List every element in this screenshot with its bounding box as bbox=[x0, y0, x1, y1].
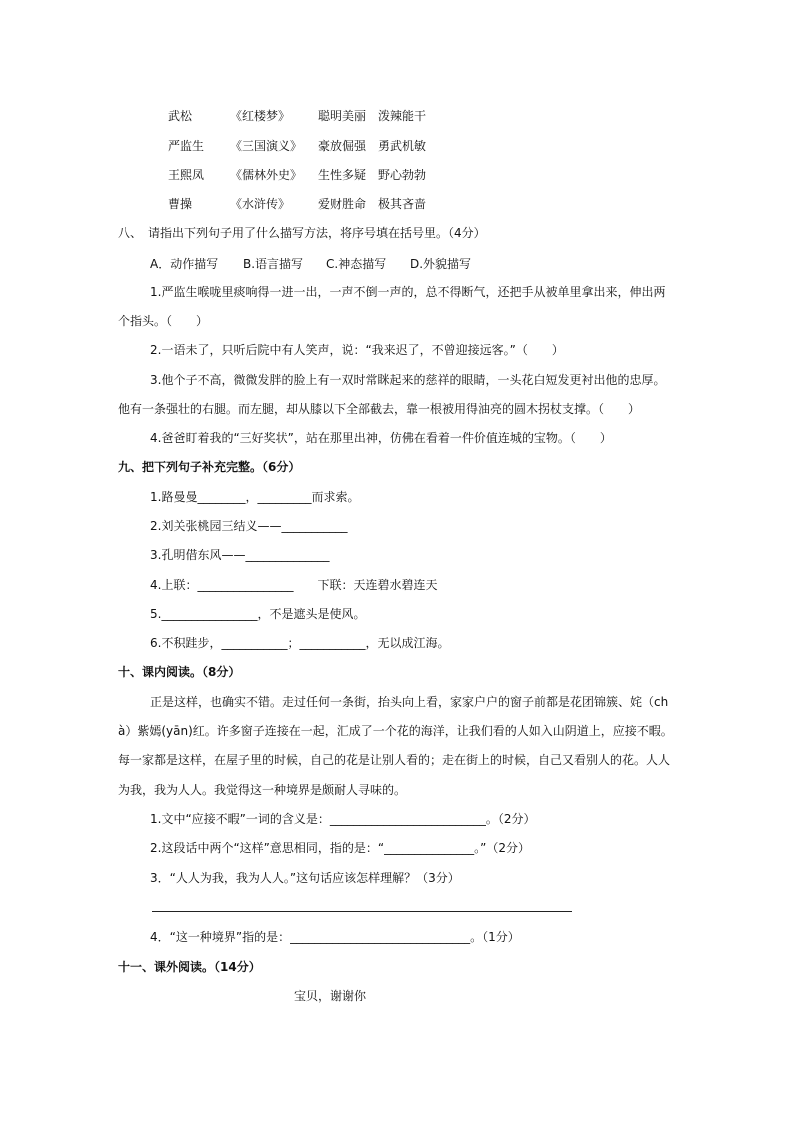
q10-question: 3．“人人为我，我为人人。”这句话应该怎样理解？（3分） bbox=[150, 871, 460, 885]
match-book: 《水浒传》 bbox=[230, 197, 291, 211]
match-trait: 爱财胜命 极其吝啬 bbox=[318, 197, 427, 211]
q8-item: 他有一条强壮的右腿。而左腿，却从膝以下全部截去，靠一根被用得油亮的圆木拐杖支撑。（ ） bbox=[118, 402, 641, 416]
q8-option: A．动作描写 bbox=[150, 257, 219, 271]
q8-item: 4.爸爸盯着我的“三好奖状”，站在那里出神，仿佛在看着一件价值连城的宝物。（ ） bbox=[150, 431, 612, 445]
match-name: 严监生 bbox=[168, 139, 205, 153]
q8-option: D.外貌描写 bbox=[410, 257, 472, 271]
match-book: 《红楼梦》 bbox=[230, 109, 291, 123]
q8-item: 2.一语未了，只听后院中有人笑声，说：“我来迟了，不曾迎接远客。”（ ） bbox=[150, 343, 564, 357]
passage-line: à）紫嫣(yān)红。许多窗子连接在一起，汇成了一个花的海洋，让我们看的人如入山阴道上，应接不暇。 bbox=[118, 724, 673, 738]
q8-option: C.神态描写 bbox=[326, 257, 387, 271]
story-title: 宝贝，谢谢你 bbox=[294, 989, 367, 1003]
q10-question: 2.这段话中两个“这样”意思相同，指的是：“_______________。”（2分） bbox=[150, 841, 530, 855]
q9-item: 5.________________，不是遮头是使风。 bbox=[150, 607, 366, 621]
match-trait: 聪明美丽 泼辣能干 bbox=[318, 109, 427, 123]
match-name: 武松 bbox=[168, 109, 193, 123]
q10-title: 十、课内阅读。（8分） bbox=[118, 665, 241, 679]
q9-item: 2.刘关张桃园三结义——___________ bbox=[150, 519, 348, 533]
match-trait: 生性多疑 野心勃勃 bbox=[318, 168, 427, 182]
answer-line[interactable] bbox=[152, 911, 572, 912]
q9-item: 1.路曼曼________，_________而求索。 bbox=[150, 490, 360, 504]
q8-title: 八、 请指出下列句子用了什么描写方法，将序号填在括号里。（4分） bbox=[118, 226, 486, 240]
q9-item: 3.孔明借东风——______________ bbox=[150, 548, 330, 562]
q8-item: 1.严监生喉咙里痰响得一进一出，一声不倒一声的，总不得断气，还把手从被单里拿出来，伸出两 bbox=[150, 285, 666, 299]
passage-line: 正是这样，也确实不错。走过任何一条街，抬头向上看，家家户户的窗子前都是花团锦簇、姹（ch bbox=[150, 695, 669, 709]
match-name: 王熙凤 bbox=[168, 168, 205, 182]
match-book: 《儒林外史》 bbox=[230, 168, 303, 182]
q9-title: 九、把下列句子补充完整。（6分） bbox=[118, 460, 301, 474]
match-book: 《三国演义》 bbox=[230, 139, 303, 153]
passage-line: 每一家都是这样，在屋子里的时候，自己的花是让别人看的；走在街上的时候，自己又看别人的花。人人 bbox=[118, 753, 671, 767]
q10-question: 1.文中“应接不暇”一词的含义是：__________________________。（2分） bbox=[150, 812, 536, 826]
match-trait: 豪放倔强 勇武机敏 bbox=[318, 139, 427, 153]
q9-item: 6.不积跬步，___________；___________，无以成江海。 bbox=[150, 636, 450, 650]
q8-item: 个指头。（ ） bbox=[118, 314, 209, 328]
q8-option: B.语言描写 bbox=[243, 257, 304, 271]
q10-question: 4．“这一种境界”指的是：______________________________。（1分） bbox=[150, 930, 520, 944]
q9-item: 4.上联：________________ 下联：天连碧水碧连天 bbox=[150, 578, 438, 592]
match-name: 曹操 bbox=[168, 197, 193, 211]
q8-item: 3.他个子不高，微微发胖的脸上有一双时常眯起来的慈祥的眼睛，一头花白短发更衬出他的忠厚。 bbox=[150, 373, 666, 387]
passage-line: 为我，我为人人。我觉得这一种境界是颇耐人寻味的。 bbox=[118, 783, 407, 797]
q11-title: 十一、课外阅读。（14分） bbox=[118, 960, 261, 974]
